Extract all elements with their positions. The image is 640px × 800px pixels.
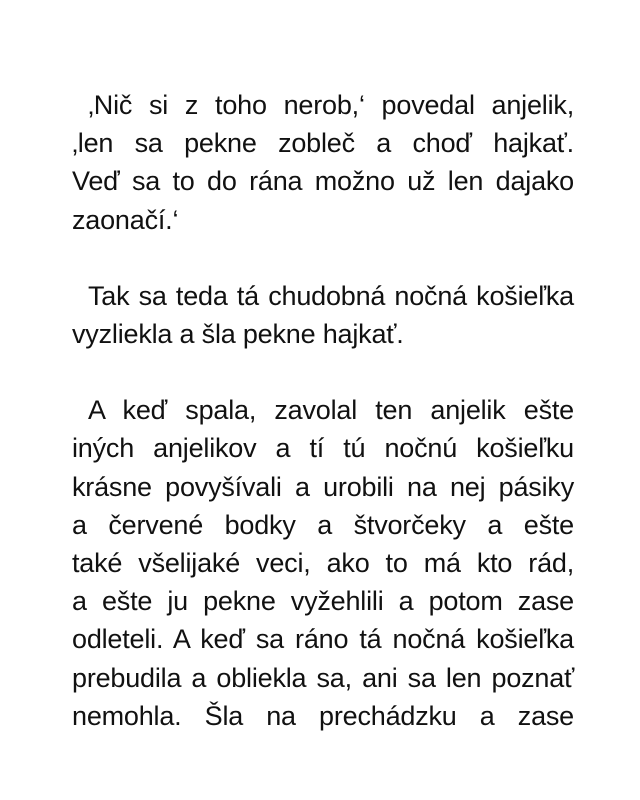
text-line: a ešte ju pekne vyžehlili a potom zase <box>72 586 574 617</box>
text-line: A keď spala, zavolal ten anjelik ešte <box>88 395 574 426</box>
paragraph-2 <box>72 277 574 353</box>
text-line: Veď sa to do rána možno už len dajako <box>72 166 574 197</box>
paragraph-3 <box>72 391 574 735</box>
text-line: ‚Nič si z toho nerob,‘ povedal anjelik, <box>88 90 574 120</box>
text-line: krásne povyšívali a urobili na nej pásiky <box>72 471 574 502</box>
text-line: také všelijaké veci, ako to má kto rád, <box>72 548 574 579</box>
text-line: odleteli. A keď sa ráno tá nočná košieľka <box>72 624 574 655</box>
text-line: a červené bodky a štvorčeky a ešte <box>72 509 574 540</box>
text-line: iných anjelikov a tí tú nočnú košieľku <box>72 433 574 464</box>
text-line: nemohla. Šla na prechádzku a zase <box>72 700 574 731</box>
text-line: vyzliekla a šla pekne hajkať. <box>72 319 404 350</box>
page-text <box>72 86 574 773</box>
paragraph-1 <box>72 86 574 239</box>
text-line: prebudila a obliekla sa, ani sa len poznať <box>72 662 574 693</box>
text-line: ‚len sa pekne zobleč a choď hajkať. <box>72 128 574 159</box>
text-line: zaonačí.‘ <box>72 204 179 235</box>
text-line: Tak sa teda tá chudobná nočná košieľka <box>88 280 574 311</box>
